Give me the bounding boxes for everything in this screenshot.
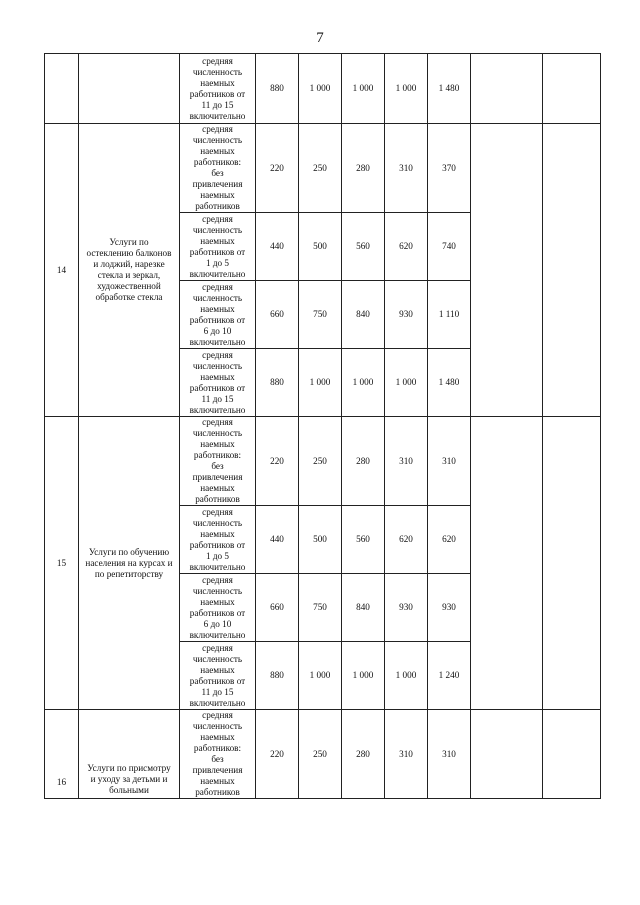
- value-cell: 280: [342, 124, 385, 213]
- value-cell: 250: [299, 417, 342, 506]
- value-cell: 1 000: [385, 54, 428, 124]
- empty-cell: [543, 54, 601, 124]
- value-cell: 1 000: [385, 349, 428, 417]
- value-cell: 1 000: [299, 642, 342, 710]
- empty-cell: [471, 124, 543, 417]
- category-description-cell: средняя численность наемных работников от 6 до 10 включительно: [180, 574, 256, 642]
- value-cell: 840: [342, 281, 385, 349]
- service-name-cell: [79, 54, 180, 124]
- value-cell: 740: [428, 213, 471, 281]
- value-cell: 310: [385, 417, 428, 506]
- value-cell: 310: [385, 124, 428, 213]
- table-row: [45, 54, 601, 124]
- table-row: [45, 710, 601, 799]
- value-cell: 930: [385, 281, 428, 349]
- category-description-cell: средняя численность наемных работников от 11 до 15 включительно: [180, 349, 256, 417]
- value-cell: 660: [256, 281, 299, 349]
- value-cell: 220: [256, 417, 299, 506]
- category-description-cell: средняя численность наемных работников: без привлечения наемных работников: [180, 124, 256, 213]
- empty-cell: [471, 54, 543, 124]
- page-number: 7: [316, 30, 324, 46]
- row-number-cell: 15: [45, 417, 79, 710]
- category-description-cell: средняя численность наемных работников от 11 до 15 включительно: [180, 54, 256, 124]
- category-description-cell: средняя численность наемных работников от 1 до 5 включительно: [180, 506, 256, 574]
- value-cell: 1 000: [342, 54, 385, 124]
- category-description-cell: средняя численность наемных работников от 1 до 5 включительно: [180, 213, 256, 281]
- value-cell: 750: [299, 574, 342, 642]
- value-cell: 620: [428, 506, 471, 574]
- row-number-cell: 16: [45, 710, 79, 799]
- value-cell: 1 480: [428, 349, 471, 417]
- value-cell: 220: [256, 124, 299, 213]
- empty-cell: [471, 710, 543, 799]
- service-name-cell: Услуги по присмотру и уходу за детьми и больными: [79, 710, 180, 799]
- empty-cell: [543, 417, 601, 710]
- value-cell: 280: [342, 710, 385, 799]
- value-cell: 250: [299, 710, 342, 799]
- value-cell: 620: [385, 506, 428, 574]
- value-cell: 1 480: [428, 54, 471, 124]
- empty-cell: [543, 710, 601, 799]
- empty-cell: [543, 124, 601, 417]
- value-cell: 500: [299, 506, 342, 574]
- value-cell: 310: [385, 710, 428, 799]
- value-cell: 750: [299, 281, 342, 349]
- table-row: [45, 417, 601, 506]
- value-cell: 880: [256, 54, 299, 124]
- value-cell: 560: [342, 213, 385, 281]
- value-cell: 1 000: [299, 54, 342, 124]
- value-cell: 1 000: [299, 349, 342, 417]
- value-cell: 440: [256, 506, 299, 574]
- category-description-cell: средняя численность наемных работников: без привлечения наемных работников: [180, 417, 256, 506]
- value-cell: 840: [342, 574, 385, 642]
- category-description-cell: средняя численность наемных работников: без привлечения наемных работников: [180, 710, 256, 799]
- value-cell: 560: [342, 506, 385, 574]
- category-description-cell: средняя численность наемных работников от 11 до 15 включительно: [180, 642, 256, 710]
- row-number-cell: [45, 54, 79, 124]
- value-cell: 930: [428, 574, 471, 642]
- value-cell: 250: [299, 124, 342, 213]
- empty-cell: [471, 417, 543, 710]
- value-cell: 1 000: [342, 349, 385, 417]
- row-number-cell: 14: [45, 124, 79, 417]
- value-cell: 1 000: [385, 642, 428, 710]
- category-description-cell: средняя численность наемных работников от 6 до 10 включительно: [180, 281, 256, 349]
- value-cell: 1 240: [428, 642, 471, 710]
- value-cell: 930: [385, 574, 428, 642]
- value-cell: 500: [299, 213, 342, 281]
- value-cell: 220: [256, 710, 299, 799]
- value-cell: 880: [256, 349, 299, 417]
- value-cell: 1 000: [342, 642, 385, 710]
- service-name-cell: Услуги по остеклению балконов и лоджий, нарезке стекла и зеркал, художественной обработке стекла: [79, 124, 180, 417]
- value-cell: 310: [428, 710, 471, 799]
- value-cell: 310: [428, 417, 471, 506]
- value-cell: 370: [428, 124, 471, 213]
- value-cell: 880: [256, 642, 299, 710]
- value-cell: 620: [385, 213, 428, 281]
- table-row: [45, 124, 601, 213]
- value-cell: 1 110: [428, 281, 471, 349]
- value-cell: 280: [342, 417, 385, 506]
- tariff-table: [44, 53, 601, 799]
- service-name-cell: Услуги по обучению населения на курсах и по репетиторству: [79, 417, 180, 710]
- value-cell: 660: [256, 574, 299, 642]
- value-cell: 440: [256, 213, 299, 281]
